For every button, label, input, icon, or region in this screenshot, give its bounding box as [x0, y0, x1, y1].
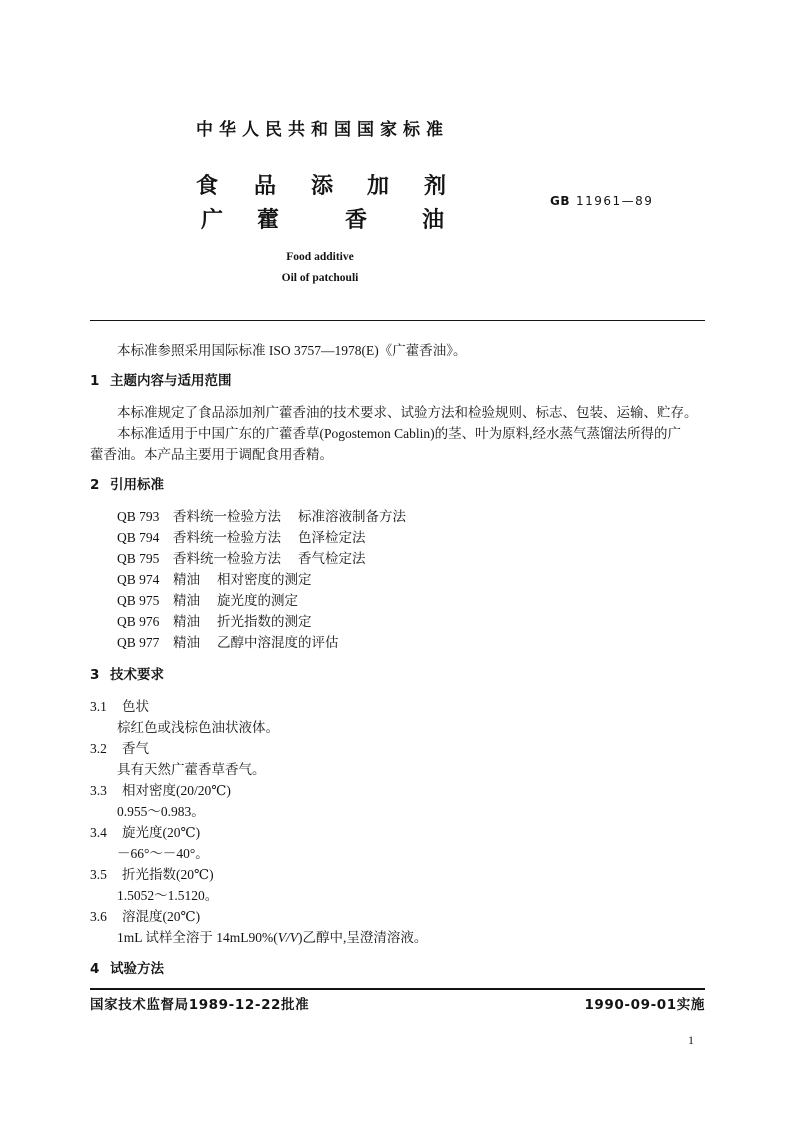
reference-title: 乙醇中溶混度的评估 — [217, 634, 339, 650]
subtitle-char: 油 — [422, 208, 445, 233]
english-subtitle: Oil of patchouli — [281, 272, 359, 284]
scope-paragraph-2-line-2: 藿香油。本产品主要用于调配食用香精。 — [90, 446, 333, 462]
section-title: 技术要求 — [110, 666, 164, 683]
requirement-value-text: 1mL 试样全溶于 14mL90%( — [117, 929, 278, 945]
document-body — [90, 340, 705, 990]
standard-code-number: 11961—89 — [576, 194, 654, 208]
requirement-number: 3.1 — [90, 698, 107, 714]
section-title: 试验方法 — [110, 960, 164, 977]
approval-line: 国家技术监督局1989-12-22批准 — [90, 997, 310, 1013]
requirement-heading — [90, 864, 705, 885]
reference-title: 折光指数的测定 — [217, 613, 312, 629]
title-char: 添 — [311, 174, 334, 199]
reference-title: 相对密度的测定 — [217, 571, 312, 587]
requirement-title: 溶混度(20℃) — [122, 908, 201, 924]
requirement-value: 具有天然广藿香草香气。 — [117, 761, 266, 777]
requirement-title: 折光指数(20℃) — [122, 866, 214, 882]
requirement-value: 0.955～0.983。 — [117, 803, 205, 819]
reference-item — [90, 548, 705, 569]
title-char: 剂 — [424, 174, 447, 199]
reference-series: 精油 — [173, 592, 200, 608]
reference-item — [90, 611, 705, 632]
requirement-number: 3.3 — [90, 782, 107, 798]
section-heading-test-methods — [90, 959, 705, 980]
section-number: 3 — [90, 666, 100, 683]
subtitle-char: 香 — [345, 208, 368, 233]
requirement-heading — [90, 906, 705, 927]
requirement-value — [90, 927, 705, 948]
section-number: 1 — [90, 372, 100, 389]
reference-code: QB 793 — [117, 508, 160, 524]
standard-code-prefix: GB — [550, 194, 570, 208]
reference-item — [90, 590, 705, 611]
english-title: Food additive — [286, 251, 354, 263]
section-heading-references — [90, 475, 705, 496]
issuing-authority-title: 中华人民共和国国家标准 — [196, 120, 449, 140]
reference-code: QB 795 — [117, 550, 160, 566]
requirement-value: －66°～－40°。 — [117, 845, 209, 861]
section-number: 4 — [90, 960, 100, 977]
reference-item — [90, 632, 705, 653]
requirement-value-italic: V/V — [277, 929, 298, 945]
reference-title: 香气检定法 — [298, 550, 366, 566]
header-divider — [90, 320, 705, 321]
reference-item — [90, 569, 705, 590]
reference-series: 香料统一检验方法 — [173, 529, 281, 545]
reference-code: QB 976 — [117, 613, 160, 629]
page-number: 1 — [688, 1033, 694, 1047]
title-char: 食 — [196, 174, 219, 199]
section-number: 2 — [90, 476, 100, 493]
requirement-value: 1.5052～1.5120。 — [117, 887, 219, 903]
requirement-value: 棕红色或浅棕色油状液体。 — [117, 719, 279, 735]
requirement-heading — [90, 780, 705, 801]
requirement-title: 相对密度(20/20℃) — [122, 782, 231, 798]
title-char: 加 — [367, 174, 390, 199]
requirement-heading — [90, 696, 705, 717]
requirement-number: 3.2 — [90, 740, 107, 756]
section-heading-scope — [90, 371, 705, 392]
reference-code: QB 974 — [117, 571, 160, 587]
requirement-number: 3.6 — [90, 908, 107, 924]
reference-title: 色泽检定法 — [298, 529, 366, 545]
reference-series: 精油 — [173, 634, 200, 650]
title-char: 品 — [254, 174, 277, 199]
scope-paragraph-1: 本标准规定了食品添加剂广藿香油的技术要求、试验方法和检验规则、标志、包装、运输、贮存。 — [117, 404, 698, 420]
standard-code — [550, 194, 653, 208]
reference-item — [90, 527, 705, 548]
scope-paragraph-2-line-1: 本标准适用于中国广东的广藿香草(Pogostemon Cablin)的茎、叶为原料,经水蒸气蒸馏法所得的广 — [117, 425, 681, 441]
section-heading-technical-requirements — [90, 665, 705, 686]
requirement-number: 3.4 — [90, 824, 107, 840]
requirement-title: 香气 — [122, 740, 149, 756]
requirement-value-text: )乙醇中,呈澄清溶液。 — [297, 929, 428, 945]
requirement-heading — [90, 822, 705, 843]
reference-series: 精油 — [173, 571, 200, 587]
reference-title: 标准溶液制备方法 — [298, 508, 406, 524]
reference-code: QB 977 — [117, 634, 160, 650]
reference-code: QB 975 — [117, 592, 160, 608]
effective-date-line: 1990-09-01实施 — [584, 997, 705, 1013]
section-title: 主题内容与适用范围 — [110, 372, 232, 389]
reference-series: 香料统一检验方法 — [173, 508, 281, 524]
requirement-title: 色状 — [122, 698, 149, 714]
reference-series: 精油 — [173, 613, 200, 629]
reference-item — [90, 506, 705, 527]
reference-series: 香料统一检验方法 — [173, 550, 281, 566]
reference-code: QB 794 — [117, 529, 160, 545]
footer-divider — [90, 988, 705, 990]
requirement-heading — [90, 738, 705, 759]
subtitle-char: 藿 — [257, 208, 280, 233]
requirement-title: 旋光度(20℃) — [122, 824, 201, 840]
section-title: 引用标准 — [110, 476, 164, 493]
intro-paragraph: 本标准参照采用国际标准 ISO 3757—1978(E)《广藿香油》。 — [117, 342, 467, 358]
requirement-number: 3.5 — [90, 866, 107, 882]
subtitle-char: 广 — [201, 208, 224, 233]
reference-title: 旋光度的测定 — [217, 592, 298, 608]
